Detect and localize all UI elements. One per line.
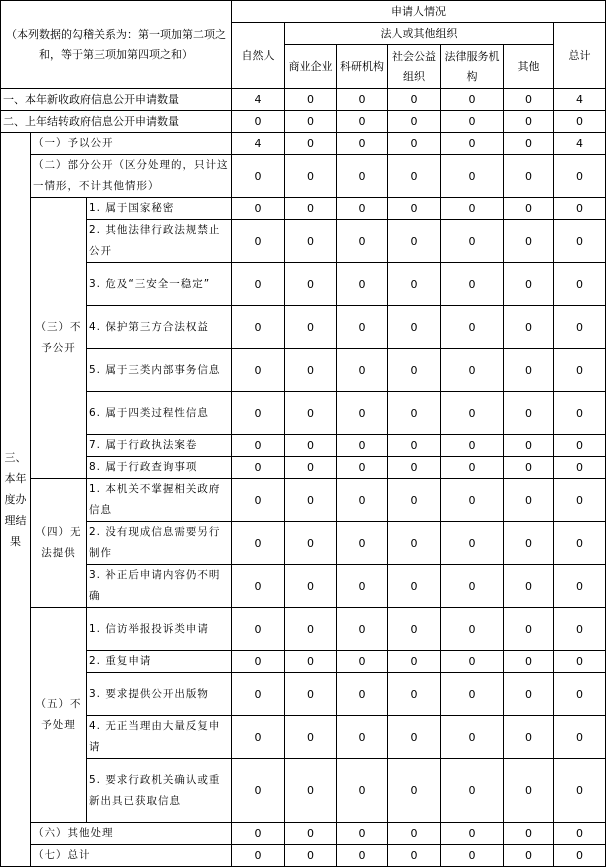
value-cell: 0 [554,435,606,457]
value-cell: 0 [232,759,285,823]
value-cell: 0 [337,479,388,522]
value-cell: 0 [504,716,554,759]
value-cell: 0 [337,111,388,133]
value-cell: 0 [441,349,504,392]
value-cell: 0 [232,435,285,457]
value-cell: 0 [441,263,504,306]
value-cell: 0 [504,457,554,479]
table-row [1,392,606,435]
value-cell: 0 [554,349,606,392]
group-three-label: （三）不予公开 [31,198,87,479]
value-cell: 0 [337,133,388,155]
table-row [1,479,606,522]
group-five-label: （五）不予处理 [31,608,87,823]
value-cell: 0 [388,306,441,349]
value-cell: 0 [441,608,504,651]
value-cell: 0 [285,349,337,392]
table-row [1,457,606,479]
value-cell: 0 [388,155,441,198]
value-cell: 0 [388,198,441,220]
header-col-research: 科研机构 [337,45,388,89]
value-cell: 0 [504,349,554,392]
value-cell: 0 [337,522,388,565]
value-cell: 0 [554,759,606,823]
value-cell: 0 [554,651,606,673]
header-note: （本列数据的勾稽关系为：第一项加第二项之和，等于第三项加第四项之和） [1,1,232,89]
value-cell: 0 [388,111,441,133]
row-label: 3. 补正后申请内容仍不明确 [87,565,232,608]
value-cell: 0 [337,198,388,220]
row-label: 二、上年结转政府信息公开申请数量 [1,111,232,133]
row-label: 8. 属于行政查询事项 [87,457,232,479]
row-label: 1. 本机关不掌握相关政府信息 [87,479,232,522]
row-label: 7. 属于行政执法案卷 [87,435,232,457]
table-row [1,220,606,263]
value-cell: 0 [388,716,441,759]
table-row [1,673,606,716]
value-cell: 0 [232,263,285,306]
value-cell: 0 [337,263,388,306]
value-cell: 0 [504,198,554,220]
value-cell: 0 [232,220,285,263]
value-cell: 0 [554,845,606,867]
value-cell: 0 [504,759,554,823]
value-cell: 0 [554,608,606,651]
value-cell: 0 [232,651,285,673]
value-cell: 0 [388,823,441,845]
value-cell: 0 [388,133,441,155]
value-cell: 0 [388,457,441,479]
value-cell: 0 [441,522,504,565]
value-cell: 0 [232,608,285,651]
value-cell: 0 [554,263,606,306]
header-col-legal-service: 法律服务机构 [441,45,504,89]
table-row [1,349,606,392]
row-label: （七）总计 [31,845,232,867]
value-cell: 0 [337,716,388,759]
row-label: 一、本年新收政府信息公开申请数量 [1,89,232,111]
table-row [1,89,606,111]
value-cell: 0 [554,479,606,522]
value-cell: 0 [232,823,285,845]
value-cell: 0 [232,565,285,608]
value-cell: 4 [232,133,285,155]
value-cell: 4 [554,133,606,155]
table-row [1,759,606,823]
value-cell: 0 [554,155,606,198]
value-cell: 0 [554,220,606,263]
value-cell: 0 [504,479,554,522]
row-label: 2. 重复申请 [87,651,232,673]
row-label: （六）其他处理 [31,823,232,845]
value-cell: 0 [285,111,337,133]
section-three-label: 三、本年度办理结果 [1,133,31,867]
header-natural: 自然人 [232,23,285,89]
table-row [1,522,606,565]
row-label: 4. 保护第三方合法权益 [87,306,232,349]
value-cell: 0 [232,349,285,392]
value-cell: 0 [554,111,606,133]
value-cell: 0 [285,133,337,155]
value-cell: 0 [441,457,504,479]
value-cell: 0 [285,435,337,457]
value-cell: 0 [504,522,554,565]
value-cell: 0 [441,759,504,823]
header-col-other: 其他 [504,45,554,89]
value-cell: 0 [337,349,388,392]
value-cell: 0 [337,435,388,457]
value-cell: 0 [337,457,388,479]
row-label: 4. 无正当理由大量反复申请 [87,716,232,759]
table-row [1,155,606,198]
value-cell: 0 [441,565,504,608]
row-label: 1. 属于国家秘密 [87,198,232,220]
value-cell: 0 [337,220,388,263]
value-cell: 0 [285,823,337,845]
value-cell: 0 [441,479,504,522]
table-row [1,111,606,133]
value-cell: 0 [441,220,504,263]
value-cell: 0 [232,457,285,479]
value-cell: 0 [441,89,504,111]
value-cell: 0 [388,565,441,608]
value-cell: 0 [285,220,337,263]
value-cell: 0 [232,845,285,867]
value-cell: 0 [504,220,554,263]
value-cell: 0 [441,133,504,155]
value-cell: 0 [554,673,606,716]
value-cell: 0 [554,457,606,479]
value-cell: 0 [388,220,441,263]
value-cell: 0 [285,608,337,651]
table-row [1,306,606,349]
value-cell: 0 [554,392,606,435]
value-cell: 0 [285,198,337,220]
value-cell: 0 [388,673,441,716]
value-cell: 0 [285,155,337,198]
table-row [1,263,606,306]
value-cell: 0 [337,392,388,435]
value-cell: 0 [337,306,388,349]
value-cell: 0 [554,198,606,220]
value-cell: 0 [388,435,441,457]
value-cell: 0 [441,111,504,133]
value-cell: 0 [388,349,441,392]
value-cell: 0 [504,608,554,651]
value-cell: 0 [504,155,554,198]
value-cell: 0 [232,673,285,716]
value-cell: 0 [554,716,606,759]
table-row [1,716,606,759]
value-cell: 0 [441,651,504,673]
value-cell: 0 [554,565,606,608]
row-label: 5. 属于三类内部事务信息 [87,349,232,392]
value-cell: 0 [285,759,337,823]
table-row [1,823,606,845]
value-cell: 0 [232,198,285,220]
value-cell: 0 [388,759,441,823]
value-cell: 0 [285,457,337,479]
value-cell: 0 [285,392,337,435]
value-cell: 0 [504,651,554,673]
value-cell: 0 [504,306,554,349]
value-cell: 0 [441,155,504,198]
value-cell: 0 [554,823,606,845]
value-cell: 0 [441,823,504,845]
value-cell: 0 [337,673,388,716]
value-cell: 0 [232,716,285,759]
value-cell: 4 [554,89,606,111]
row-label: 2. 其他法律行政法规禁止公开 [87,220,232,263]
value-cell: 0 [232,306,285,349]
header-total: 总计 [554,23,606,89]
value-cell: 0 [441,435,504,457]
value-cell: 0 [285,565,337,608]
row-label: 2. 没有现成信息需要另行制作 [87,522,232,565]
value-cell: 0 [554,306,606,349]
row-label: 3. 要求提供公开出版物 [87,673,232,716]
row-label: 3. 危及“三安全一稳定” [87,263,232,306]
header-legal: 法人或其他组织 [285,23,554,45]
row-label: （一）予以公开 [31,133,232,155]
value-cell: 0 [388,845,441,867]
table-row [1,565,606,608]
value-cell: 0 [232,522,285,565]
row-label: 1. 信访举报投诉类申请 [87,608,232,651]
value-cell: 0 [232,479,285,522]
value-cell: 0 [232,155,285,198]
header-col-business: 商业企业 [285,45,337,89]
value-cell: 0 [504,263,554,306]
value-cell: 0 [554,522,606,565]
header-applicant: 申请人情况 [232,1,606,23]
value-cell: 0 [504,89,554,111]
value-cell: 0 [337,823,388,845]
table-row [1,845,606,867]
value-cell: 0 [388,522,441,565]
value-cell: 0 [337,651,388,673]
value-cell: 0 [388,479,441,522]
value-cell: 0 [441,845,504,867]
table-row [1,651,606,673]
table-row [1,435,606,457]
value-cell: 0 [337,845,388,867]
value-cell: 0 [232,111,285,133]
table-row [1,198,606,220]
value-cell: 0 [337,759,388,823]
value-cell: 0 [504,565,554,608]
value-cell: 0 [504,673,554,716]
value-cell: 0 [285,263,337,306]
header-col-public-welfare: 社会公益组织 [388,45,441,89]
value-cell: 0 [504,435,554,457]
row-label: 6. 属于四类过程性信息 [87,392,232,435]
value-cell: 4 [232,89,285,111]
value-cell: 0 [388,392,441,435]
value-cell: 0 [285,651,337,673]
value-cell: 0 [337,565,388,608]
value-cell: 0 [285,522,337,565]
value-cell: 0 [441,392,504,435]
value-cell: 0 [285,716,337,759]
value-cell: 0 [285,89,337,111]
row-label: （二）部分公开（区分处理的，只计这一情形，不计其他情形） [31,155,232,198]
value-cell: 0 [441,716,504,759]
value-cell: 0 [388,89,441,111]
value-cell: 0 [232,392,285,435]
row-label: 5. 要求行政机关确认或重新出具已获取信息 [87,759,232,823]
value-cell: 0 [337,608,388,651]
table-row [1,133,606,155]
value-cell: 0 [441,198,504,220]
value-cell: 0 [504,823,554,845]
value-cell: 0 [388,651,441,673]
value-cell: 0 [504,133,554,155]
value-cell: 0 [441,306,504,349]
value-cell: 0 [388,608,441,651]
group-four-label: （四）无法提供 [31,479,87,608]
value-cell: 0 [285,845,337,867]
value-cell: 0 [504,111,554,133]
value-cell: 0 [337,155,388,198]
table-row [1,608,606,651]
value-cell: 0 [441,673,504,716]
value-cell: 0 [504,845,554,867]
value-cell: 0 [504,392,554,435]
value-cell: 0 [388,263,441,306]
value-cell: 0 [285,479,337,522]
value-cell: 0 [337,89,388,111]
value-cell: 0 [285,673,337,716]
value-cell: 0 [285,306,337,349]
